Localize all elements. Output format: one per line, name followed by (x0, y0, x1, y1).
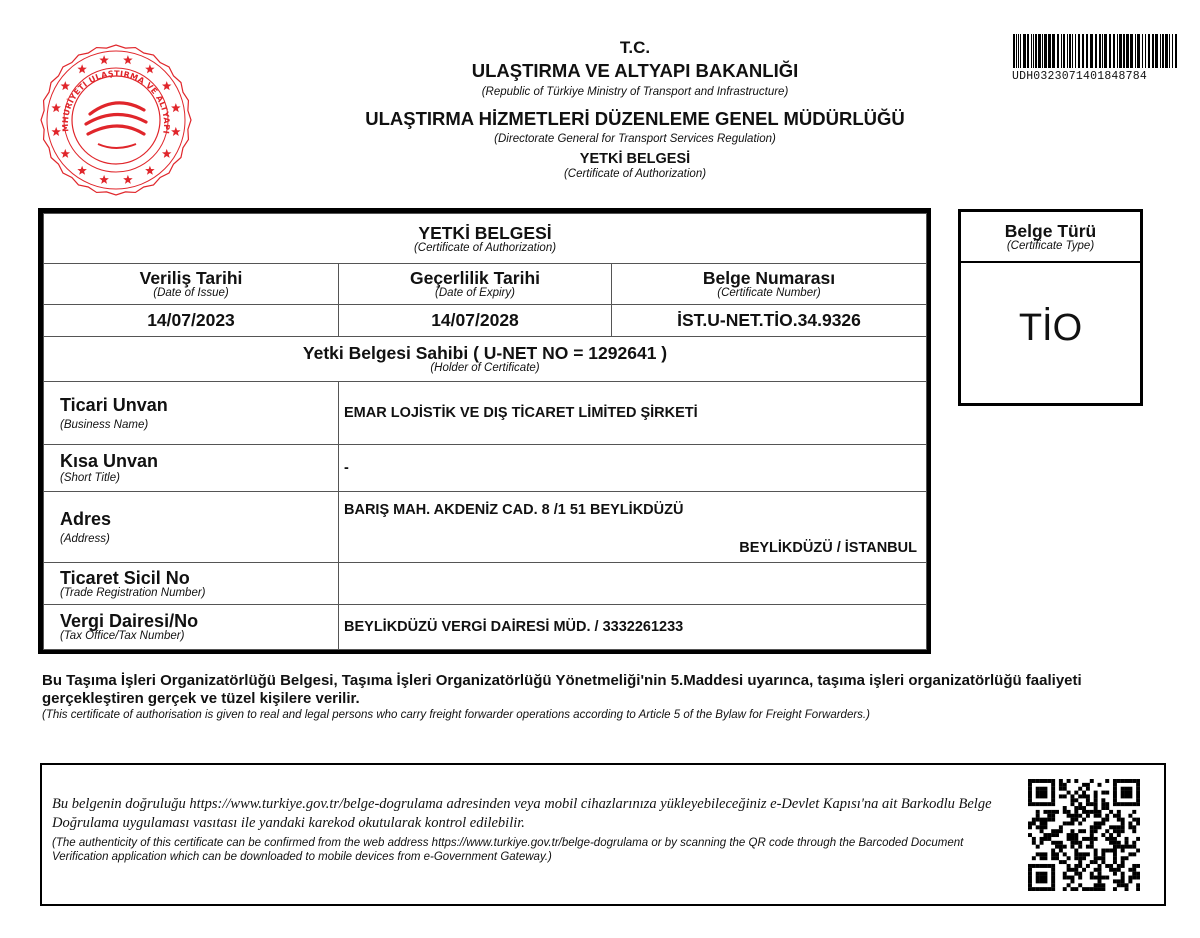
certificate-title: YETKİ BELGESİ (418, 222, 552, 243)
svg-text:TÜRKİYE CUMHURİYETİ ULAŞTIRMA: MHURİYETİ ULAŞTIRMA VE ALTYAPI (60, 69, 172, 135)
trade-registration-label-cell (44, 563, 339, 605)
business-name-label-en: (Business Name) (60, 418, 149, 431)
trade-registration-value (339, 563, 927, 605)
header-ministry-en: (Republic of Türkiye Ministry of Transport and Infrastructure) (481, 86, 789, 98)
verification-text (52, 795, 992, 864)
header-document-title-en: (Certificate of Authorization) (563, 168, 707, 180)
short-title-label-cell (44, 445, 339, 492)
business-name-label: Ticari Unvan (60, 394, 168, 415)
certificate-table (38, 208, 931, 654)
certificate-type-value: TİO (1018, 307, 1083, 349)
certificate-type-label-en: (Certificate Type) (1006, 240, 1095, 252)
address-value-cell (339, 492, 927, 563)
ministry-seal-logo (40, 44, 192, 196)
short-title-value: - (339, 445, 927, 492)
barcode (1012, 34, 1180, 83)
certificate-number-header (612, 264, 927, 305)
header-ministry: ULAŞTIRMA VE ALTYAPI BAKANLIĞI (471, 60, 799, 81)
header-directorate: ULAŞTIRMA HİZMETLERİ DÜZENLEME GENEL MÜDÜRLÜĞÜ (365, 108, 905, 129)
certificate-number-label: Belge Numarası (702, 268, 836, 288)
verification-text-tr: Bu belgenin doğruluğu https://www.turkiye.gov.tr/belge-dogrulama adresinden veya mobil cihazlarınıza yükleyebileceğiniz e-Devlet Kapısı'na ait Barkodlu Belge Doğrulama uygulaması vasıtası ile yandaki karekod okutularak kontrol edilebilir. (52, 796, 992, 831)
barcode-bars (1012, 34, 1180, 68)
tax-office-label-cell (44, 605, 339, 650)
holder-title-cell (44, 337, 927, 382)
trade-registration-label: Ticaret Sicil No (60, 567, 190, 588)
holder-title: Yetki Belgesi Sahibi ( U-NET NO = 1292641 ) (302, 343, 668, 363)
certificate-number-label-en: (Certificate Number) (717, 287, 821, 299)
expiry-date-header (339, 264, 612, 305)
legal-note-en: (This certificate of authorisation is given to real and legal persons who carry freight forwarder operations according to Article 5 of the Bylaw for Freight Forwarders.) (42, 709, 870, 721)
short-title-label: Kısa Unvan (60, 451, 159, 471)
certificate-title-cell (44, 214, 927, 264)
issue-date-value: 14/07/2023 (44, 305, 339, 337)
address-label: Adres (60, 508, 112, 529)
issue-date-label: Veriliş Tarihi (139, 268, 243, 288)
expiry-date-label-en: (Date of Expiry) (435, 287, 515, 299)
business-name-value: EMAR LOJİSTİK VE DIŞ TİCARET LİMİTED ŞİRKETİ (339, 382, 927, 445)
tax-office-label: Vergi Dairesi/No (60, 611, 199, 631)
business-name-label-cell (44, 382, 339, 445)
expiry-date-value: 14/07/2028 (339, 305, 612, 337)
holder-title-en: (Holder of Certificate) (430, 362, 540, 374)
header-tc: T.C. (619, 38, 651, 57)
certificate-type-label: Belge Türü (1004, 221, 1097, 241)
legal-note (42, 672, 1162, 721)
certificate-type-header (961, 212, 1140, 263)
certificate-type-box (958, 209, 1143, 406)
issue-date-header (44, 264, 339, 305)
tax-office-value: BEYLİKDÜZÜ VERGİ DAİRESİ MÜD. / 3332261233 (339, 605, 927, 650)
header-document-title: YETKİ BELGESİ (579, 151, 691, 167)
address-label-cell (44, 492, 339, 563)
short-title-label-en: (Short Title) (60, 472, 120, 484)
address-line-1: BARIŞ MAH. AKDENİZ CAD. 8 /1 51 BEYLİKDÜZÜ (344, 502, 684, 518)
expiry-date-label: Geçerlilik Tarihi (409, 268, 540, 288)
header-directorate-en: (Directorate General for Transport Services Regulation) (494, 133, 776, 145)
legal-note-tr: Bu Taşıma İşleri Organizatörlüğü Belgesi, Taşıma İşleri Organizatörlüğü Yönetmeliği'nin 5.Maddesi uyarınca, taşıma işleri organizatörlüğü faaliyeti gerçekleştiren gerçek ve tüzel kişilere verilir. (42, 672, 1082, 707)
barcode-number: UDH0323071401848784 (1012, 70, 1147, 83)
issue-date-label-en: (Date of Issue) (153, 287, 229, 299)
verification-box (40, 763, 1166, 906)
certificate-number-value: İST.U-NET.TİO.34.9326 (612, 305, 927, 337)
address-line-2: BEYLİKDÜZÜ / İSTANBUL (739, 540, 917, 556)
certificate-title-en: (Certificate of Authorization) (413, 241, 557, 254)
qr-code (1028, 779, 1140, 891)
tax-office-label-en: (Tax Office/Tax Number) (60, 630, 185, 642)
trade-registration-label-en: (Trade Registration Number) (60, 586, 206, 599)
verification-text-en: (The authenticity of this certificate can be confirmed from the web address https://www.turkiye.gov.tr/belge-dogrulama or by scanning the QR code through the Barcoded Document Verification application which can be downloaded to mobile devices from e-Government Gateway.) (52, 837, 964, 863)
address-label-en: (Address) (60, 532, 110, 545)
